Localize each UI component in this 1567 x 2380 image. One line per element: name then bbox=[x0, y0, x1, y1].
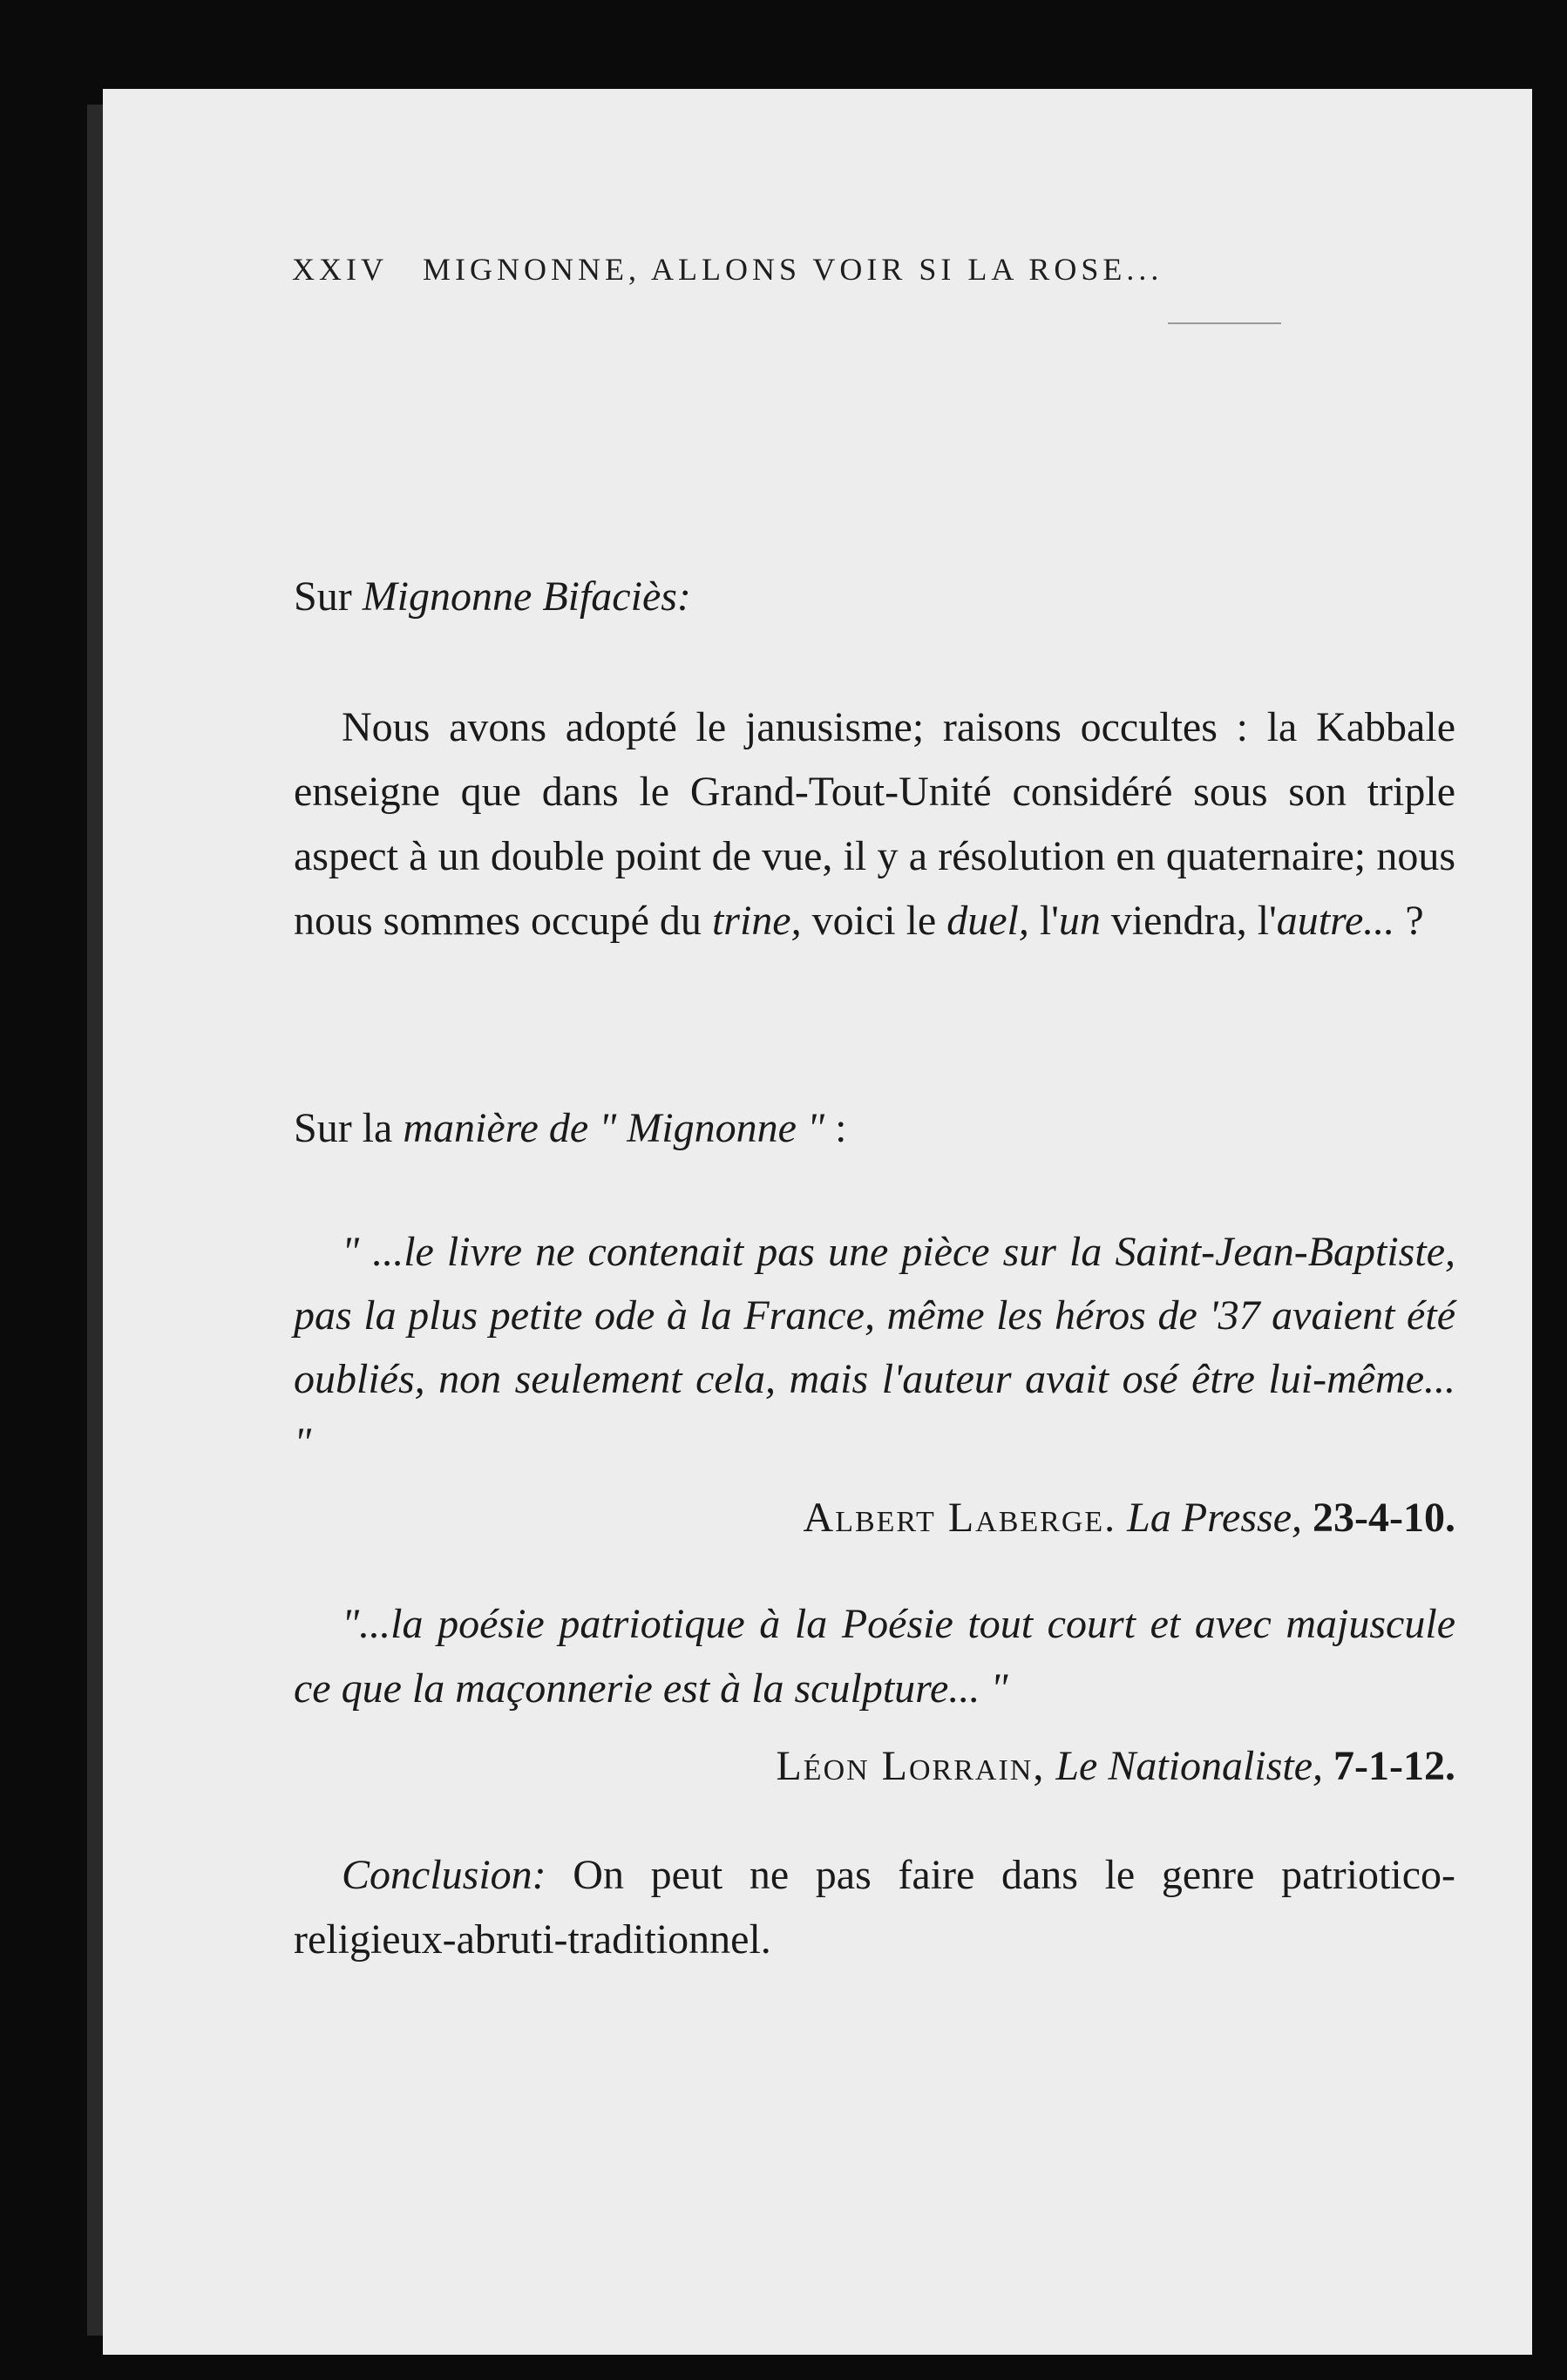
paragraph-conclusion: Conclusion: On peut ne pas faire dans le genre patriotico-religieux-abruti-traditionnel. bbox=[294, 1852, 1455, 1963]
running-header bbox=[292, 251, 1303, 288]
source-title: La Presse, bbox=[1127, 1495, 1303, 1541]
author-name: Albert Laberge. bbox=[803, 1495, 1117, 1541]
attribution-laberge bbox=[294, 1486, 1455, 1550]
conclusion-label: Conclusion: bbox=[342, 1852, 546, 1898]
attribution-lorrain bbox=[294, 1734, 1455, 1799]
author-name: Léon Lorrain, bbox=[776, 1743, 1046, 1789]
page-number: XXIV bbox=[292, 252, 388, 287]
source-title: Le Nationaliste, bbox=[1055, 1743, 1324, 1789]
section-heading-bifacies: Sur Mignonne Bifaciès: bbox=[294, 573, 691, 620]
work-title: Mignonne Bifaciès: bbox=[362, 573, 691, 620]
section-heading-maniere: Sur la manière de " Mignonne " : bbox=[294, 1105, 847, 1151]
running-title: MIGNONNE, ALLONS VOIR SI LA ROSE... bbox=[423, 252, 1163, 287]
quote-lorrain: "...la poésie patriotique à la Poésie tout court et avec majuscule ce que la maçonnerie est à la sculpture... " bbox=[294, 1601, 1455, 1712]
header-rule bbox=[1168, 322, 1281, 324]
page-edge bbox=[87, 105, 105, 2336]
paragraph-janusisme: Nous avons adopté le janusisme; raisons occultes : la Kabbale enseigne que dans le Grand-Tout-Unité considéré sous son triple aspect à un double point de vue, il y a résolution en quaternaire; nous nous sommes occupé du trine, voici le duel, l'un viendra, l'autre... ? bbox=[294, 704, 1455, 944]
source-date: 7-1-12. bbox=[1323, 1743, 1455, 1789]
quote-laberge: " ...le livre ne contenait pas une pièce sur la Saint-Jean-Baptiste, pas la plus petite ode à la France, même les héros de '37 avaient été oubliés, non seulement cela, mais l'auteur avait osé être lui-même... " bbox=[294, 1229, 1455, 1466]
source-date: 23-4-10. bbox=[1302, 1495, 1455, 1541]
